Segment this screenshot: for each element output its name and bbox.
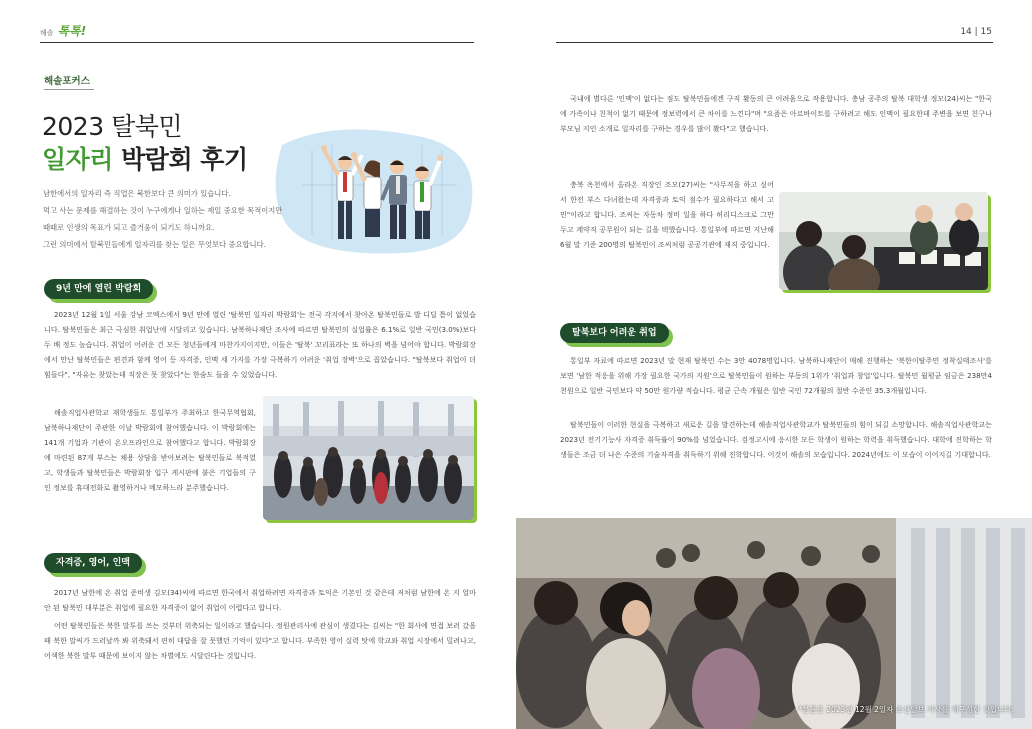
section-tag-underline: [44, 89, 94, 90]
header-rule: [556, 42, 993, 43]
article-title-line1: 2023 탈북민: [42, 112, 183, 141]
section2-paragraph1: 2017년 남한에 온 취업 준비생 김모(34)씨에 따르면 한국에서 취업하려면 자격증과 토익은 기본인 것 같은데 저처럼 남한에 온 지 얼마 안 된 탈북민 대부분은 취업에 필요한 자격증이 없어 취업이 어렵다고 합니다.: [44, 588, 476, 612]
title-highlight: 일자리: [42, 145, 113, 174]
intro-line: 때때로 인생의 목표가 되고 즐거움이 되기도 하니까요.: [43, 223, 215, 232]
section1-paragraph1: 2023년 12월 1일 서울 강남 코엑스에서 9년 만에 열린 '탈북민 일자리 박람회'는 전국 각지에서 찾아온 탈북민들로 발 디딜 틈이 없었습니다. 탈북민들은 최근 극심한 취업난에 시달리고 있습니다. 남북하나재단 조사에 따르면 탈북민의 실업률은 6.1%로 일반 국민(3.0%)보다 두 배 정도 높습니다. 취업이 어려운 건 모든 청년들에게 마찬가지이지만, 이들은 '탈북' 꼬리표라는 또 하나의 벽을 넘어야 합니다. 박람회장에서 만난 탈북민들은 편견과 함께 영어 등 자격증, 인맥 세 가지를 가장 극복하기 어려운 '취업 장벽'으로 꼽았습니다. "탈북보다 취업이 더 힘들다", "자유는 찾았는데 직장은 못 찾았다"는 한숨도 들을 수 있었습니다.: [44, 310, 476, 379]
section1-paragraph2: 해솔직업사관학교 재학생들도 통일부가 주최하고 한국무역협회, 남북하나재단이 주관한 이날 박람회에 참여했습니다. 이 박람회에는 141개 기업과 기관이 온오프라인으로 참여했다고 합니다. 박람회장에 마련된 87개 부스는 채용 상담을 받아보려는 탈북민들로 북적였고, 학생들과 탈북민들은 박람회장 입구 게시판에 붙은 기업들의 구인 정보를 휴대전화로 촬영하거나 메모하느라 분주했습니다.: [44, 408, 256, 492]
intro-line: 그런 의미에서 탈북민들에게 일자리를 찾는 일은 무엇보다 중요합니다.: [43, 240, 266, 249]
job-fair-crowd-photo: [516, 518, 1032, 729]
intro-line: 먹고 사는 문제를 해결하는 것이 누구에게나 일하는 제일 중요한 목적이지만: [43, 206, 283, 215]
intro-paragraph: [43, 185, 303, 253]
section-heading-qualifications: 자격증, 영어, 인맥: [44, 553, 142, 573]
section2-paragraph2: 어떤 탈북민들은 북한 말투를 쓰는 것부터 위축되는 일이라고 했습니다. 정원관리사에 관심이 생겼다는 김씨는 "한 회사에 면접 보러 갔을 때 북한 말씨가 드러날까 봐 위축돼서 편히 대답을 잘 못했던 기억이 있다"고 합니다. 부족한 영어 실력 탓에 학교와 취업 시장에서 밀려나고, 어색한 북한 말투 때문에 보이지 않는 차별에도 시달린다는 것입니다.: [44, 621, 476, 660]
right-mid-paragraph: 충북 옥천에서 올라온 직장인 조모(27)씨는 "사무직을 하고 싶어서 한전 부스 다녀왔는데 자격증과 토익 점수가 필요하다고 해서 고민"이라고 합니다. 조씨는 자동차 정비 일을 하다 허리디스크로 그만두고 계약직 공무원이 되는 길을 택했습니다. 통일부에 따르면 지난해 6월 말 기준 200명의 탈북민이 조씨처럼 공공기관에 재직 중입니다.: [560, 180, 774, 249]
page-numbers: 14 | 15: [960, 27, 992, 37]
photo-caption: *본문은 2023년 12월 2일자 조선일보 기사를 재구성한 것입니다.: [798, 705, 1014, 714]
consultation-booth-photo: [779, 192, 988, 290]
section-heading-expo: 9년 만에 열린 박람회: [44, 279, 153, 299]
section-tag: 해솔포커스: [44, 76, 90, 87]
header-rule: [40, 42, 474, 43]
right-page: [516, 0, 1032, 729]
right-top-paragraph: 국내에 별다른 '인맥'이 없다는 점도 탈북민들에겐 구직 활동의 큰 어려움으로 작용합니다. 충남 공주의 탈북 대학생 정모(24)씨는 "한국에 가족이나 친척이 없기 때문에 정보력에서 큰 차이를 느낀다"며 "요즘은 아르바이트를 구하려고 해도 인맥이 필요한데 주변을 보면 친구나 부모님 지인 소개로 일자리를 구하는 경우를 많이 봤다"고 했습니다.: [560, 94, 992, 133]
magazine-label-small: 해솔: [40, 29, 54, 37]
section-heading-employment: 탈북보다 어려운 취업: [560, 323, 669, 343]
section3-paragraph2: 탈북민들이 이러한 현실을 극복하고 새로운 길을 발견하는데 해솔직업사관학교가 탈북민들의 힘이 되길 소망합니다. 해솔직업사관학교는 2023년 전기기능사 자격증 취득률이 90%를 넘었습니다. 검정고시에 응시한 모든 학생이 원하는 학력을 취득했습니다. 대학에 진학하는 학생들은 조금 더 나은 수준의 기술자격을 취득하기 위해 진학합니다. 이것이 해솔의 모습입니다. 2024년에도 이 모습이 이어지길 기대합니다.: [560, 420, 992, 459]
article-title-line2: [42, 140, 248, 176]
expo-hall-photo: [263, 396, 474, 520]
intro-line: 남한에서의 일자리 즉 직업은 북한보다 큰 의미가 있습니다.: [43, 189, 231, 198]
title-rest: 박람회 후기: [112, 145, 248, 174]
section3-paragraph1: 통일부 자료에 따르면 2023년 말 현재 탈북민 수는 3만 4078명입니다. 남북하나재단이 매해 진행하는 '북한이탈주민 정착실태조사'를 보면 '남한 적응을 위해 가장 필요한 국가의 지원'으로 탈북민들이 원하는 부동의 1위가 '취업과 창업'입니다. 탈북민 월평균 임금은 238만4천원으로 일반 국민보다 약 50만 원가량 적습니다. 평균 근속 개월은 일반 국민 72개월의 절반 수준인 35.3개월입니다.: [560, 356, 992, 395]
magazine-name: 톡톡!: [57, 24, 87, 38]
magazine-header: [40, 22, 86, 39]
